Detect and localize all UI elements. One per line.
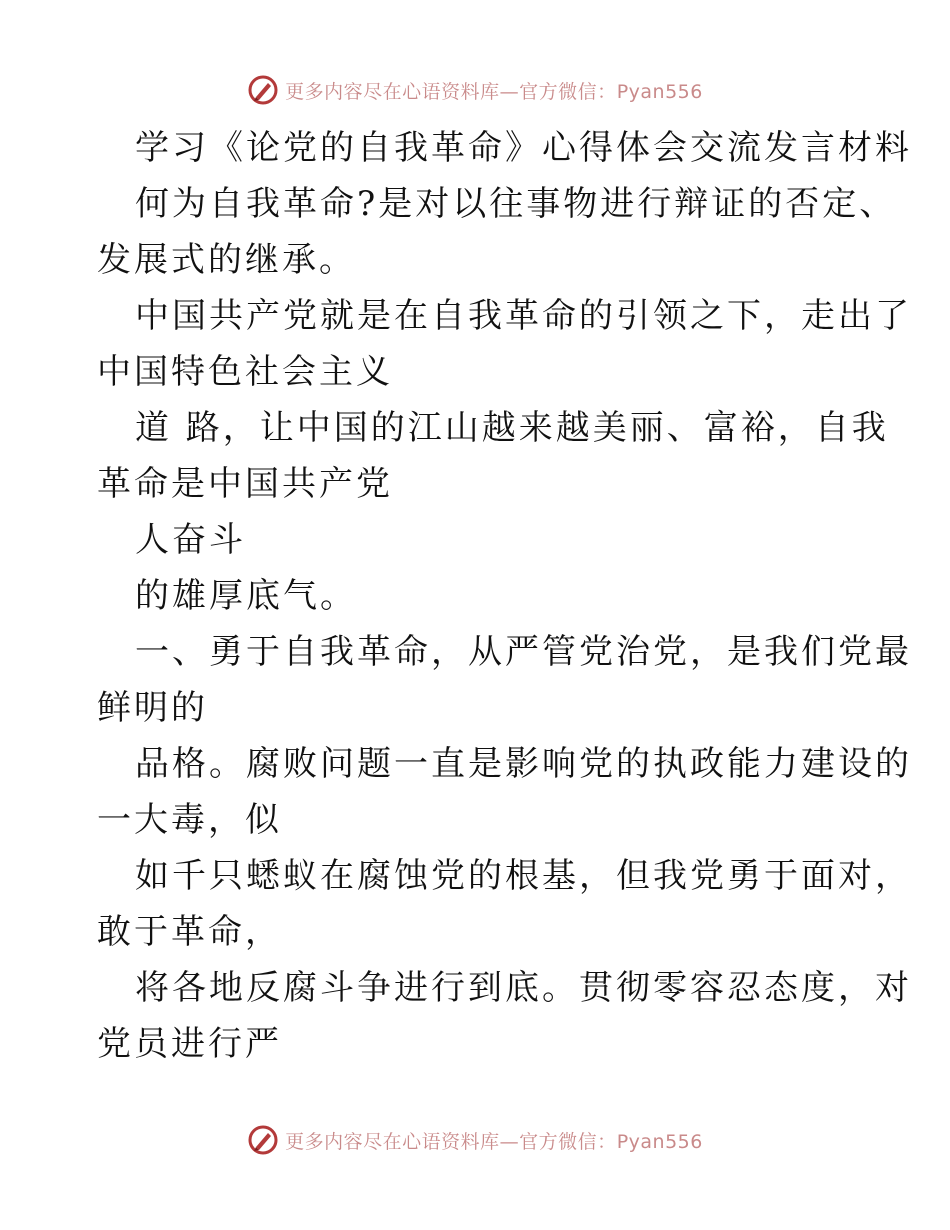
watermark-wechat-label: —官方微信： bbox=[499, 1130, 617, 1153]
section-heading-line: 一、勇于自我革命，从严管党治党，是我们党最 bbox=[135, 632, 912, 672]
watermark-wechat-id: Pyan556 bbox=[616, 80, 703, 103]
watermark-site-text: 更多内容尽在心语资料库 bbox=[285, 1130, 500, 1153]
paragraph-line: 的雄厚底气。 bbox=[135, 576, 357, 616]
paragraph-line: 人奋斗 bbox=[135, 520, 246, 560]
paragraph-line: 何为自我革命?是对以往事物进行辩证的否定、 bbox=[135, 184, 897, 224]
paragraph-line: 品格。腐败问题一直是影响党的执政能力建设的 bbox=[135, 744, 912, 784]
paragraph-line: 如千只蟋蚁在腐蚀党的根基，但我党勇于面对， bbox=[135, 856, 912, 896]
paragraph-line: 一大毒，似 bbox=[97, 800, 282, 840]
paragraph-line: 道 路，让中国的江山越来越美丽、富裕，自我 bbox=[135, 408, 889, 448]
watermark-wechat-id: Pyan556 bbox=[616, 1130, 703, 1153]
pen-logo-icon bbox=[247, 74, 279, 106]
paragraph-line: 中国特色社会主义 bbox=[97, 352, 393, 392]
watermark-text bbox=[285, 77, 703, 104]
footer-watermark-banner bbox=[0, 1120, 950, 1160]
document-title: 学习《论党的自我革命》心得体会交流发言材料 bbox=[135, 128, 912, 168]
paragraph-line: 鲜明的 bbox=[97, 688, 208, 728]
paragraph-line: 革命是中国共产党 bbox=[97, 464, 393, 504]
document-body bbox=[97, 120, 912, 1072]
paragraph-line: 将各地反腐斗争进行到底。贯彻零容忍态度，对 bbox=[135, 968, 912, 1008]
pen-logo-icon bbox=[247, 1124, 279, 1156]
paragraph-line: 敢于革命， bbox=[97, 912, 282, 952]
paragraph-line: 发展式的继承。 bbox=[97, 240, 356, 280]
header-watermark-banner bbox=[0, 70, 950, 110]
watermark-wechat-label: —官方微信： bbox=[499, 80, 617, 103]
watermark-site-text: 更多内容尽在心语资料库 bbox=[285, 80, 500, 103]
paragraph-line: 党员进行严 bbox=[97, 1024, 282, 1064]
watermark-text bbox=[285, 1127, 703, 1154]
paragraph-line: 中国共产党就是在自我革命的引领之下，走出了 bbox=[135, 296, 912, 336]
